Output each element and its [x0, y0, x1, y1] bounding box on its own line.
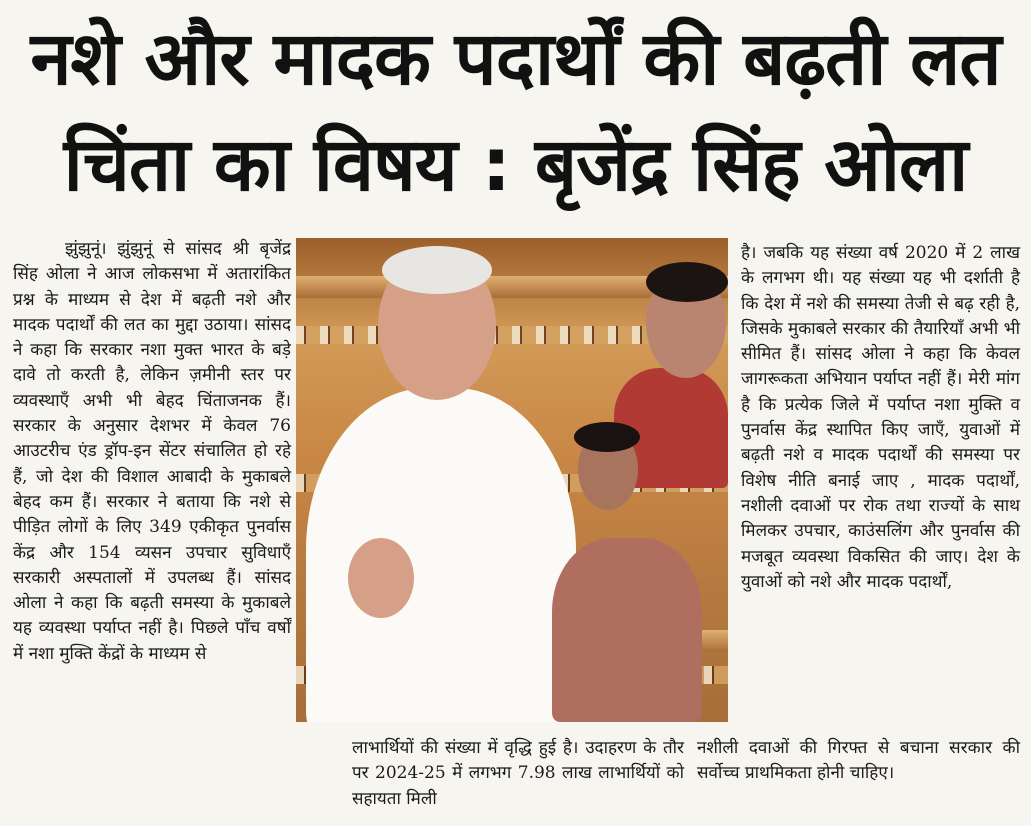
speaker-hair [382, 246, 492, 294]
article-column-3: है। जबकि यह संख्या वर्ष 2020 में 2 लाख के लगभग थी। यह संख्या यह भी दर्शाती है कि देश में नशे की समस्या तेजी से बढ़ रही है, जिसके मुकाबले सरकार की तैयारियाँ अभी भी सीमित हैं। सांसद ओला ने कहा कि केवल जागरूकता अभियान पर्याप्त नहीं हैं। मेरी मांग है कि प्रत्येक जिले में पर्याप्त नशा मुक्ति व पुनर्वास केंद्र स्थापित किए जाएँ, युवाओं में बढ़ती नशे व मादक पदार्थों की समस्या पर विशेष नीति बनाई जाए , मादक पदार्थों, नशीली दवाओं पर रोक तथा राज्यों के साथ मिलकर उपचार, काउंसलिंग और पुनर्वास की मजबूत व्यवस्था विकसित की जाए। देश के युवाओं को नशे और मादक पदार्थों, [741, 243, 1020, 592]
woman-top-right-hair [646, 262, 728, 302]
article-column-4: नशीली दवाओं की गिरफ्त से बचाना सरकार की सर्वोच्च प्राथमिकता होनी चाहिए। [697, 738, 1020, 784]
article-column-2: लाभार्थियों की संख्या में वृद्धि हुई है। उदाहरण के तौर पर 2024-25 में लगभग 7.98 लाख लाभार्थियों को सहायता मिली [352, 738, 684, 809]
article-column-1: झुंझुनूं। झुंझुनूं से सांसद श्री बृजेंद्र सिंह ओला ने आज लोकसभा में अतारांकित प्रश्न के माध्यम से देश में बढ़ती नशे और मादक पदार्थों की लत का मुद्दा उठाया। सांसद ने कहा कि सरकार नशा मुक्त भारत के बड़े दावे तो करती है, लेकिन ज़मीनी स्तर पर व्यवस्थाएँ अभी भी बेहद चिंताजनक हैं। सरकार के अनुसार देशभर में केवल 76 आउटरीच एंड ड्रॉप-इन सेंटर संचालित हो रहे हैं, जो देश की विशाल आबादी के मुकाबले बेहद कम हैं। सरकार ने बताया कि नशे से पीड़ित लोगों के लिए 349 एकीकृत पुनर्वास केंद्र और 154 व्यसन उपचार सुविधाएँ सरकारी अस्पतालों में उपलब्ध हैं। सांसद ओला ने कहा कि बढ़ती समस्या के मुकाबले यह व्यवस्था पर्याप्त नहीं है। पिछले पाँच वर्षों में नशा मुक्ति केंद्रों के माध्यम से [13, 239, 291, 664]
woman-center-saree [552, 538, 702, 722]
speaker-figure [306, 388, 576, 722]
headline-line-1: नशे और मादक पदार्थों की बढ़ती लत [30, 16, 1001, 102]
speaker-hand [348, 538, 414, 618]
headline-line-2: चिंता का विषय : बृजेंद्र सिंह ओला [63, 122, 968, 208]
parliament-photo [296, 238, 728, 722]
woman-center-hair [574, 422, 640, 452]
